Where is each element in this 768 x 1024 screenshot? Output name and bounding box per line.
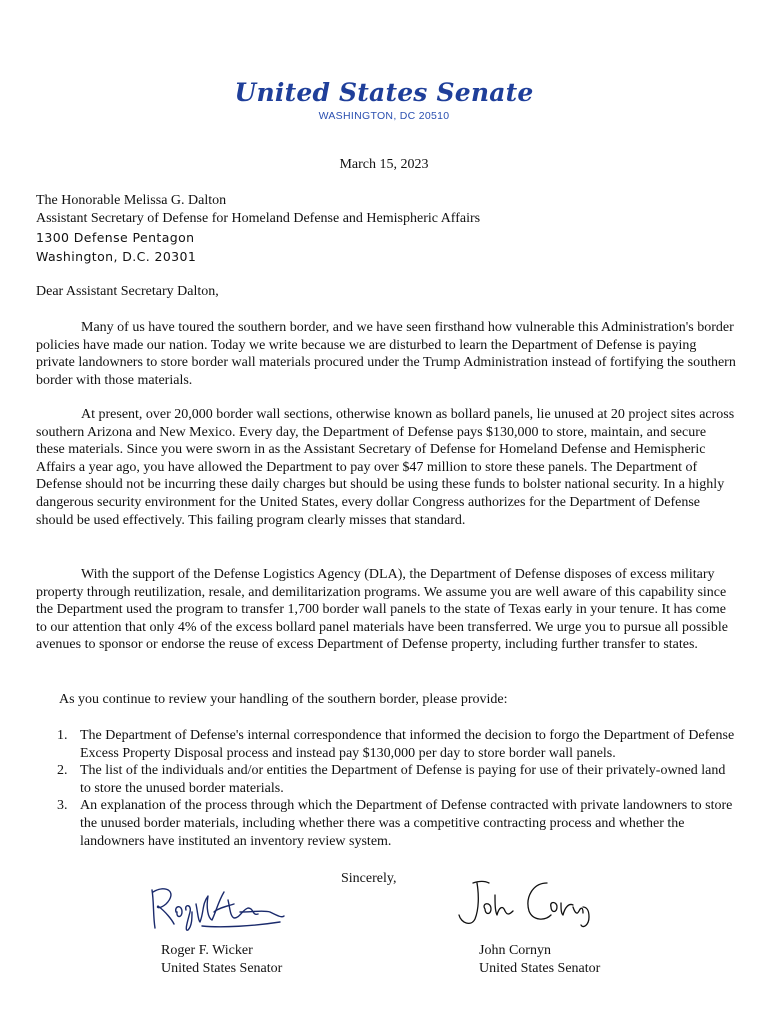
list-item (36, 727, 736, 762)
body-paragraph: At present, over 20,000 border wall sections, otherwise known as bollard panels, lie unused at 20 project sites across southern Arizona and New Mexico. Every day, the Department of Defense pays $130,000 to store, maintain, and secure these materials. Since you were sworn in as the Assistant Secretary of Defense for Homeland Defense and Hemispheric Affairs a year ago, you have allowed the Department to pay over $47 million to store these panels. The Department of Defense should not be incurring these daily charges but should be using these funds to bolster national security. In a highly dangerous security environment for the United States, every dollar Congress authorizes for the Department of Defense should be used effectively. This failing program clearly misses that standard. (36, 407, 735, 528)
list-text: The list of the individuals and/or entities the Department of Defense is paying for use of their privately-owned land to store the unused border materials. (80, 763, 726, 796)
salutation: Dear Assistant Secretary Dalton, (36, 284, 219, 299)
cornyn-signature-icon (455, 877, 600, 932)
recipient-name: The Honorable Melissa G. Dalton (36, 193, 227, 208)
letter-date: March 15, 2023 (339, 157, 429, 172)
request-list (36, 727, 736, 850)
list-item (36, 762, 736, 797)
request-intro: As you continue to review your handling of the southern border, please provide: (59, 692, 508, 707)
list-text: The Department of Defense's internal correspondence that informed the decision to forgo the Department of Defense Excess Property Disposal process and instead pay $130,000 per day to store border wall panels. (80, 728, 735, 761)
signatory-title: United States Senator (479, 960, 601, 976)
signatory-cornyn (479, 942, 600, 977)
letterhead (0, 78, 768, 122)
body-paragraph: Many of us have toured the southern border, and we have seen firsthand how vulnerable this Administration's border policies have made our nation. Today we write because we are disturbed to learn the Department of Defense is paying private landowners to store border wall materials procured under the Trump Administration instead of fortifying the southern border with those materials. (36, 320, 736, 388)
signatory-name: John Cornyn (479, 943, 551, 958)
signatory-name: Roger F. Wicker (161, 943, 253, 958)
recipient-city: Washington, D.C. 20301 (36, 249, 197, 264)
signatory-wicker (161, 942, 282, 977)
letterhead-subtitle: WASHINGTON, DC 20510 (318, 110, 450, 122)
list-number: 3. (57, 798, 68, 814)
recipient-street: 1300 Defense Pentagon (36, 230, 195, 245)
closing: Sincerely, (341, 871, 397, 886)
letterhead-title: United States Senate (234, 78, 534, 107)
list-number: 2. (57, 763, 68, 779)
signatory-title: United States Senator (161, 960, 283, 976)
body-paragraph: With the support of the Defense Logistics Agency (DLA), the Department of Defense disposes of excess military property through reutilization, resale, and demilitarization programs. We assume you are well aware of this capability since the Department used the program to transfer 1,700 border wall panels to the state of Texas early in your tenure. It has come to our attention that only 4% of the excess bollard panel materials have been transferred. We urge you to pursue all possible avenues to sponsor or endorse the reuse of excess Department of Defense property, including further transfer to states. (36, 567, 728, 653)
list-item (36, 797, 736, 850)
list-text: An explanation of the process through which the Department of Defense contracted with private landowners to store the unused border materials, including whether there was a competitive contracting process and whether the landowners have instituted an inventory review system. (80, 798, 733, 849)
recipient-title: Assistant Secretary of Defense for Homeland Defense and Hemispheric Affairs (36, 211, 481, 226)
list-number: 1. (57, 728, 68, 743)
recipient-address (36, 192, 480, 266)
wicker-signature-icon (144, 882, 289, 934)
